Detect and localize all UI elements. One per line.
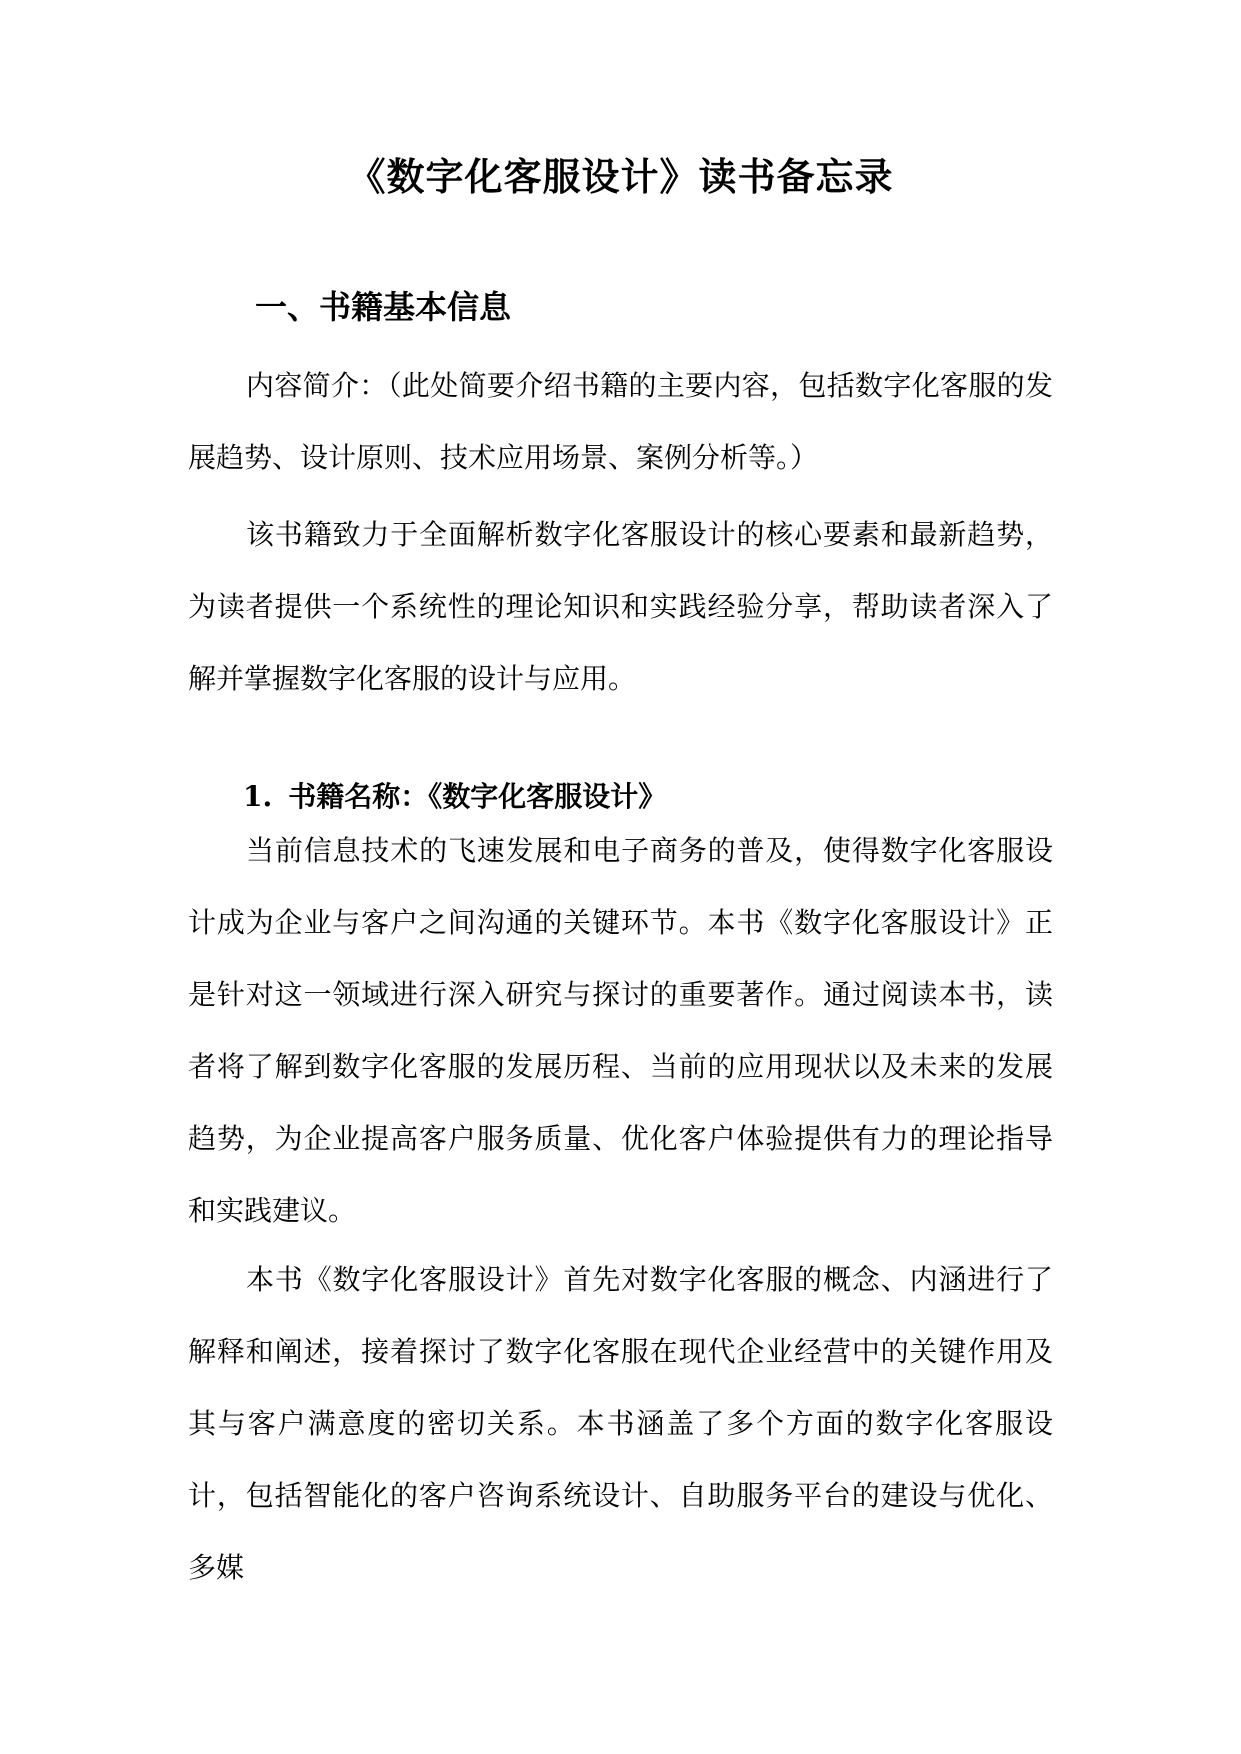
subsection-heading-book-name: [243, 777, 666, 817]
document-title: 《数字化客服设计》读书备忘录: [347, 154, 894, 199]
paragraph-book-overview: 本书《数字化客服设计》首先对数字化客服的概念、内涵进行了解释和阐述，接着探讨了数字化客服在现代企业经营中的关键作用及其与客户满意度的密切关系。本书涵盖了多个方面的数字化客服设计，包括智能化的客户咨询系统设计、自助服务平台的建设与优化、多媒: [188, 1263, 1053, 1584]
paragraph-content-summary: 内容简介：（此处简要介绍书籍的主要内容，包括数字化客服的发展趋势、设计原则、技术应用场景、案例分析等。）: [188, 369, 1053, 474]
subsection-heading-text: 书籍名称：《数字化客服设计》: [288, 780, 667, 813]
paragraph-book-background: 当前信息技术的飞速发展和电子商务的普及，使得数字化客服设计成为企业与客户之间沟通的关键环节。本书《数字化客服设计》正是针对这一领域进行深入研究与探讨的重要著作。通过阅读本书，读者将了解到数字化客服的发展历程、当前的应用现状以及未来的发展趋势，为企业提高客户服务质量、优化客户体验提供有力的理论指导和实践建议。: [188, 834, 1053, 1227]
subsection-number: 1.: [243, 780, 273, 813]
section-heading-basic-info: 一、书籍基本信息: [255, 288, 512, 326]
paragraph-book-purpose: 该书籍致力于全面解析数字化客服设计的核心要素和最新趋势，为读者提供一个系统性的理论知识和实践经验分享，帮助读者深入了解并掌握数字化客服的设计与应用。: [188, 518, 1053, 695]
